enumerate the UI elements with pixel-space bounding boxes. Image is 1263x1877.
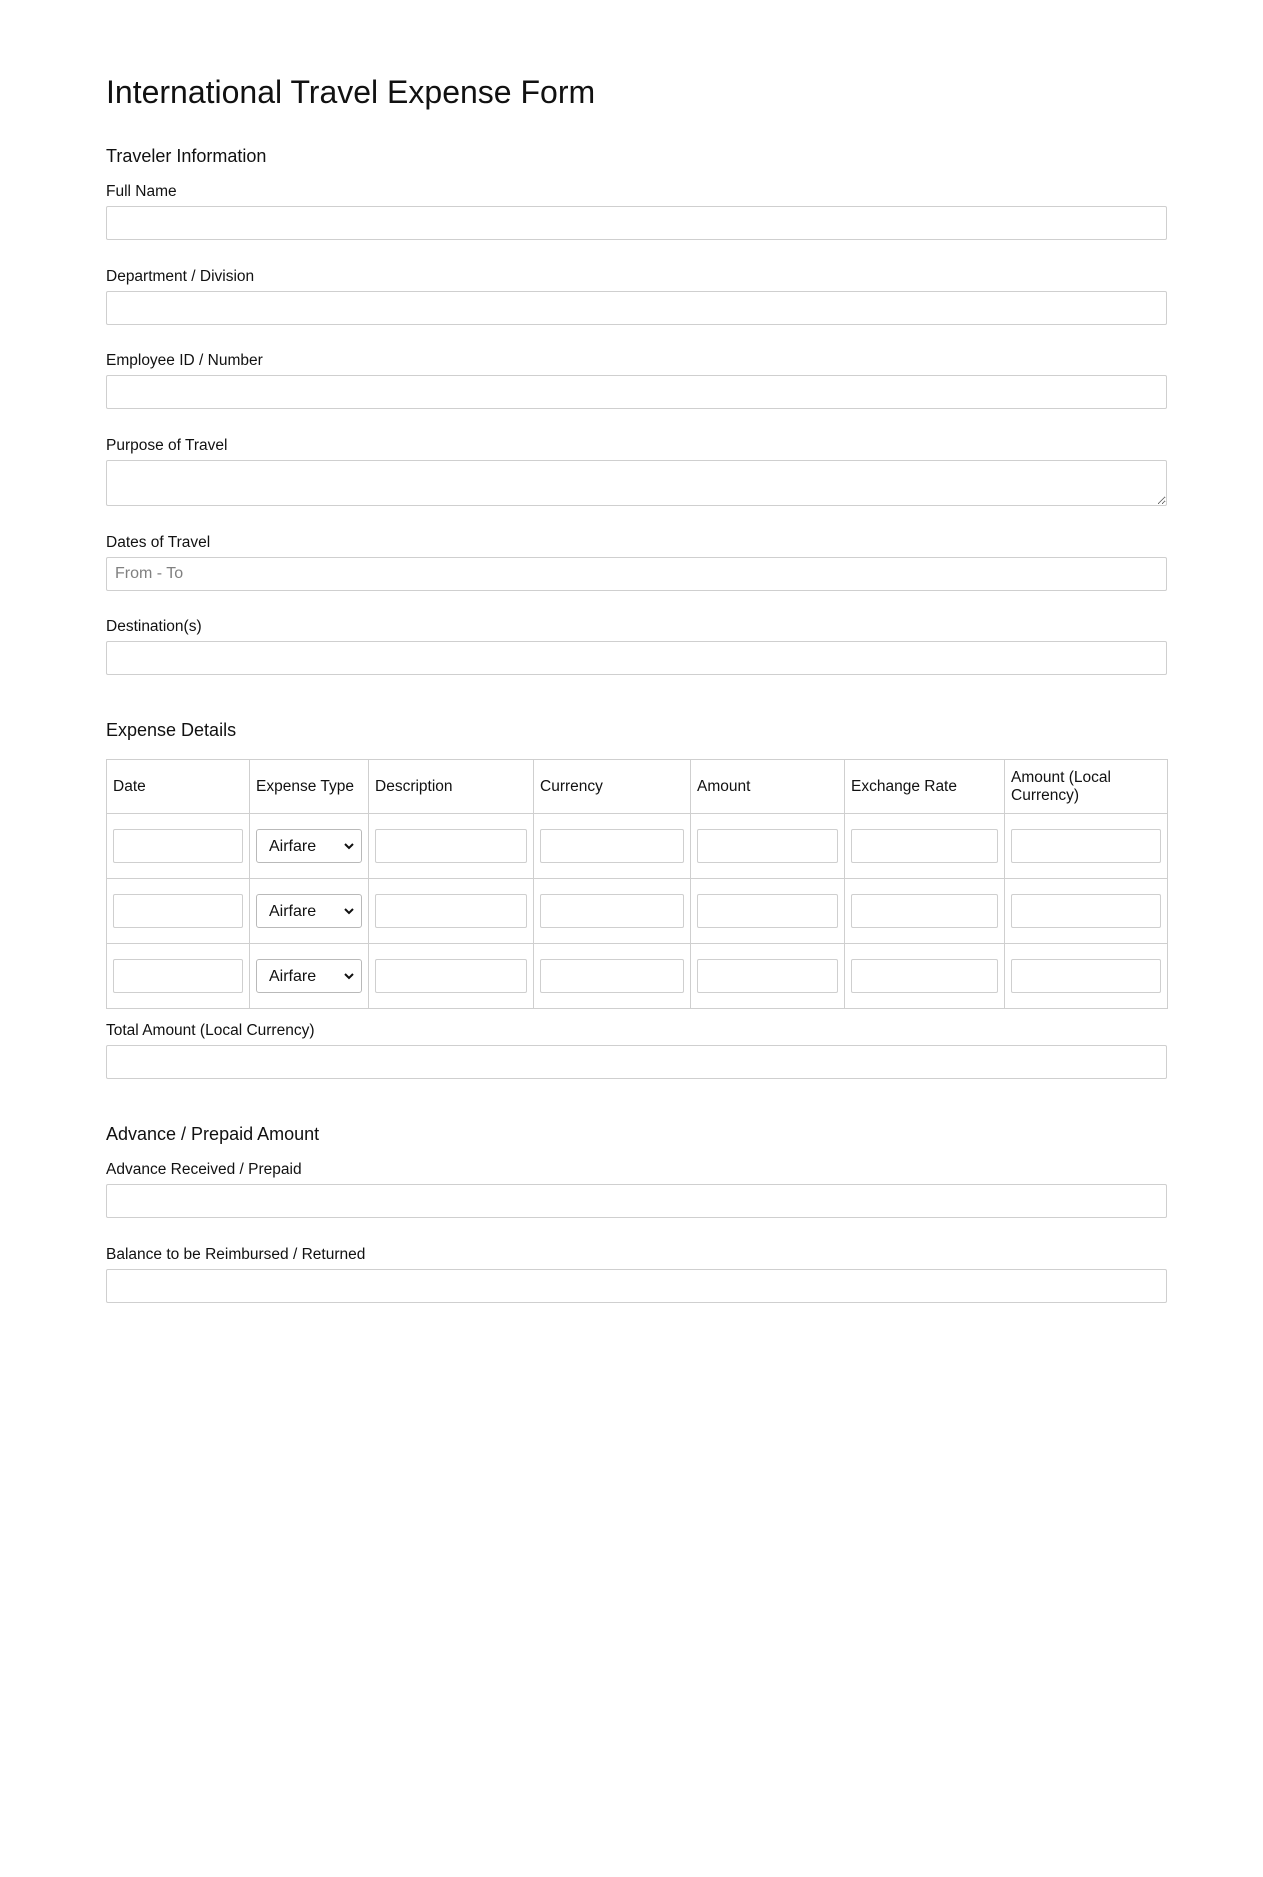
amount-input[interactable] — [697, 959, 838, 993]
department-input[interactable] — [106, 291, 1167, 325]
expense-type-cell — [250, 879, 369, 944]
currency-input[interactable] — [540, 894, 684, 928]
amount-local-cell — [1005, 814, 1168, 879]
col-header-expense-type: Expense Type — [250, 760, 369, 814]
full-name-label: Full Name — [106, 183, 177, 200]
currency-input[interactable] — [540, 959, 684, 993]
description-input[interactable] — [375, 894, 527, 928]
expense-type-dropdown[interactable] — [257, 830, 361, 862]
expense-type-select[interactable] — [256, 829, 362, 863]
exchange-rate-input[interactable] — [851, 959, 998, 993]
advance-received-label: Advance Received / Prepaid — [106, 1161, 302, 1178]
col-header-amount: Amount — [691, 760, 845, 814]
currency-cell — [534, 879, 691, 944]
amount-cell — [691, 944, 845, 1009]
amount-local-cell — [1005, 879, 1168, 944]
date-cell — [107, 944, 250, 1009]
expense-type-cell — [250, 814, 369, 879]
balance-input[interactable] — [106, 1269, 1167, 1303]
description-input[interactable] — [375, 959, 527, 993]
col-header-description: Description — [369, 760, 534, 814]
form-title: International Travel Expense Form — [106, 74, 596, 110]
amount-cell — [691, 814, 845, 879]
table-row — [107, 879, 1168, 944]
amount-local-input[interactable] — [1011, 959, 1161, 993]
date-cell — [107, 814, 250, 879]
currency-cell — [534, 814, 691, 879]
expense-type-select[interactable] — [256, 959, 362, 993]
balance-label: Balance to be Reimbursed / Returned — [106, 1246, 366, 1263]
exchange-rate-cell — [845, 944, 1005, 1009]
department-label: Department / Division — [106, 268, 255, 285]
currency-input[interactable] — [540, 829, 684, 863]
exchange-rate-input[interactable] — [851, 829, 998, 863]
total-amount-input[interactable] — [106, 1045, 1167, 1079]
dates-input[interactable] — [106, 557, 1167, 591]
expense-type-cell — [250, 944, 369, 1009]
destinations-input[interactable] — [106, 641, 1167, 675]
date-input[interactable] — [113, 829, 243, 863]
description-cell — [369, 814, 534, 879]
expense-type-select[interactable] — [256, 894, 362, 928]
amount-local-input[interactable] — [1011, 829, 1161, 863]
date-cell — [107, 879, 250, 944]
table-row — [107, 944, 1168, 1009]
date-input[interactable] — [113, 894, 243, 928]
exchange-rate-cell — [845, 879, 1005, 944]
advance-received-input[interactable] — [106, 1184, 1167, 1218]
exchange-rate-input[interactable] — [851, 894, 998, 928]
expense-table — [106, 759, 1168, 1009]
date-input[interactable] — [113, 959, 243, 993]
purpose-textarea[interactable] — [106, 460, 1167, 506]
amount-cell — [691, 879, 845, 944]
col-header-exchange-rate: Exchange Rate — [845, 760, 1005, 814]
currency-cell — [534, 944, 691, 1009]
table-row — [107, 814, 1168, 879]
total-amount-label: Total Amount (Local Currency) — [106, 1022, 315, 1039]
full-name-input[interactable] — [106, 206, 1167, 240]
exchange-rate-cell — [845, 814, 1005, 879]
amount-local-input[interactable] — [1011, 894, 1161, 928]
description-cell — [369, 944, 534, 1009]
amount-input[interactable] — [697, 829, 838, 863]
employee-id-label: Employee ID / Number — [106, 352, 263, 369]
advance-section-heading: Advance / Prepaid Amount — [106, 1124, 320, 1144]
amount-local-cell — [1005, 944, 1168, 1009]
col-header-currency: Currency — [534, 760, 691, 814]
expense-section-heading: Expense Details — [106, 720, 237, 740]
traveler-section-heading: Traveler Information — [106, 146, 267, 166]
expense-table-header — [107, 760, 1168, 814]
description-cell — [369, 879, 534, 944]
dates-label: Dates of Travel — [106, 534, 211, 551]
expense-type-dropdown[interactable] — [257, 960, 361, 992]
expense-type-dropdown[interactable] — [257, 895, 361, 927]
col-header-amount-local: Amount (Local Currency) — [1005, 760, 1168, 814]
destinations-label: Destination(s) — [106, 618, 202, 635]
employee-id-input[interactable] — [106, 375, 1167, 409]
col-header-date: Date — [107, 760, 250, 814]
amount-input[interactable] — [697, 894, 838, 928]
purpose-label: Purpose of Travel — [106, 437, 228, 454]
description-input[interactable] — [375, 829, 527, 863]
